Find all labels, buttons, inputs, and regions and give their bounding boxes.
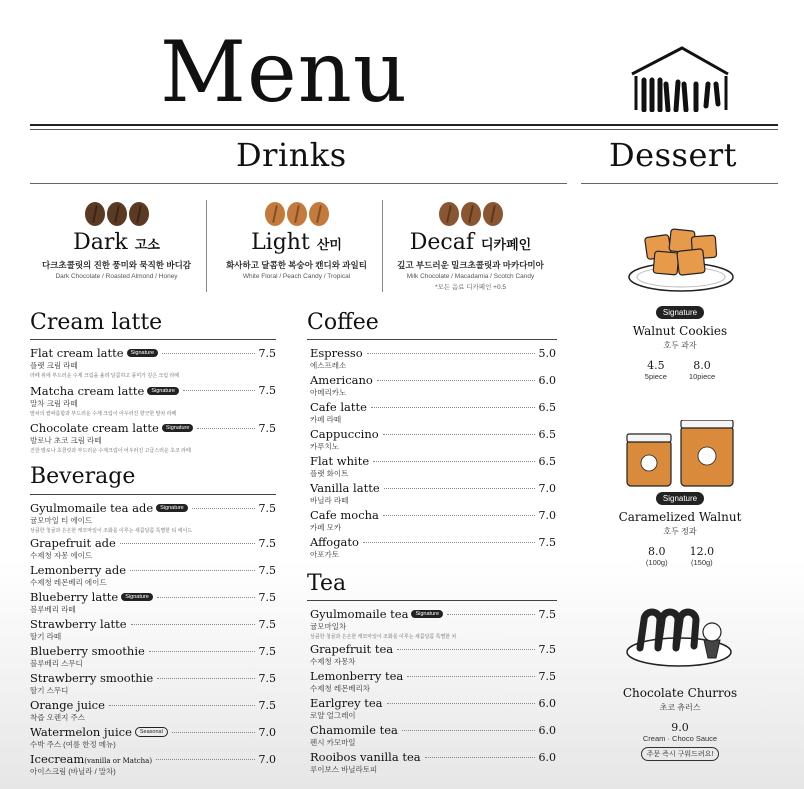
item-korean-name: 카페 라떼 — [310, 415, 342, 424]
signature-badge: Signature — [656, 492, 704, 505]
menu-item — [310, 696, 556, 721]
dessert-option: 8.0 (100g) — [645, 545, 668, 567]
menu-item — [310, 508, 556, 533]
bean-icon — [265, 202, 285, 226]
item-price: 7.0 — [538, 508, 556, 522]
menu-item — [310, 481, 556, 506]
roast-description: 화사하고 달콤한 복숭아 캔디와 과일티 — [226, 260, 367, 270]
header-rule — [30, 124, 778, 126]
leader-dots — [183, 390, 255, 391]
menu-item — [310, 454, 556, 479]
dessert-card — [600, 682, 760, 761]
leader-dots — [402, 730, 535, 731]
item-name: Rooibos vanilla tea — [310, 750, 421, 764]
dessert-options — [600, 545, 760, 567]
badge: Signature — [127, 349, 159, 357]
leader-dots — [383, 515, 535, 516]
leader-dots — [387, 703, 535, 704]
leader-dots — [172, 732, 255, 733]
menu-title: Menu — [160, 23, 408, 121]
item-price: 7.5 — [258, 698, 276, 712]
item-price: 7.5 — [258, 644, 276, 658]
item-name: Flat cream latte — [30, 346, 124, 360]
cream-latte-heading: Cream latte — [30, 310, 163, 335]
item-note: 라떼 위에 부드러운 수제 크림을 올려 달콤하고 풍미가 깊은 크림 라떼 — [30, 373, 180, 379]
item-name: Chocolate cream latte — [30, 421, 159, 435]
leader-dots — [373, 461, 534, 462]
menu-item — [30, 617, 276, 642]
menu-item — [310, 669, 556, 694]
leader-dots — [377, 380, 535, 381]
bean-icon — [129, 202, 149, 226]
bean-icon — [85, 202, 105, 226]
leader-dots — [367, 353, 535, 354]
bean-icon — [107, 202, 127, 226]
leader-dots — [157, 597, 255, 598]
item-price: 6.5 — [538, 400, 556, 414]
item-name: Orange juice — [30, 698, 105, 712]
category-rule — [307, 339, 557, 340]
bean-icon — [461, 202, 481, 226]
item-name: Strawberry latte — [30, 617, 127, 631]
item-price: 6.0 — [538, 373, 556, 387]
menu-item — [30, 501, 276, 534]
item-price: 7.0 — [538, 481, 556, 495]
item-price: 7.5 — [258, 346, 276, 360]
leader-dots — [192, 508, 255, 509]
item-price: 7.5 — [258, 590, 276, 604]
dessert-options — [600, 359, 760, 381]
bean-icon — [439, 202, 459, 226]
item-name: Cafe mocha — [310, 508, 379, 522]
item-name: Grapefruit tea — [310, 642, 394, 656]
leader-dots — [156, 759, 254, 760]
category-rule — [30, 339, 276, 340]
menu-item — [30, 536, 276, 561]
menu-item — [310, 642, 556, 667]
category-rule — [307, 600, 557, 601]
leader-dots — [384, 488, 535, 489]
menu-item — [30, 590, 276, 615]
item-price: 6.5 — [538, 427, 556, 441]
item-price: 7.5 — [258, 563, 276, 577]
item-name: Blueberry latte — [30, 590, 119, 604]
walnut-cookies-illustration — [626, 222, 736, 294]
item-name: Chamomile tea — [310, 723, 398, 737]
item-korean-name: 딸기 스무디 — [30, 686, 69, 695]
item-price: 7.0 — [258, 725, 276, 739]
item-name: Blueberry smoothie — [30, 644, 145, 658]
menu-item — [310, 427, 556, 452]
item-korean-name: 루이보스 바닐라토피 — [310, 765, 378, 774]
item-name: Strawberry smoothie — [30, 671, 154, 685]
dessert-option: 9.0 Cream · Choco Sauce — [642, 721, 718, 743]
leader-dots — [130, 570, 254, 571]
leader-dots — [425, 757, 535, 758]
item-price: 6.0 — [538, 723, 556, 737]
menu-item — [30, 563, 276, 588]
item-korean-name: 카푸치노 — [310, 442, 339, 451]
drinks-rule — [30, 183, 567, 184]
item-name: Icecream(vanilla or Matcha) — [30, 752, 153, 766]
dessert-korean-name: 호두 과자 — [663, 341, 697, 350]
leader-dots — [383, 434, 535, 435]
item-name: Watermelon juice — [30, 725, 132, 739]
roast-notes: White Floral / Peach Candy / Tropical — [242, 273, 351, 280]
roast-notes: Dark Chocolate / Roasted Almond / Honey — [55, 273, 178, 280]
leader-dots — [157, 678, 254, 679]
item-korean-name: 플랫 화이트 — [310, 469, 349, 478]
dessert-card — [600, 488, 760, 567]
coffee-beans-icon — [214, 202, 379, 226]
item-korean-name: 아포가토 — [310, 550, 339, 559]
leader-dots — [397, 649, 534, 650]
item-name: Matcha cream latte — [30, 383, 145, 398]
tea-heading: Tea — [307, 571, 347, 596]
item-price: 6.0 — [538, 696, 556, 710]
leader-dots — [407, 676, 534, 677]
item-note: 상큼한 청귤과 은은한 캐모마일이 조화를 이루는 새콤달콤 특별한 차 — [310, 634, 457, 640]
roast-description: 깊고 부드러운 밀크초콜릿과 마카다미아 — [397, 260, 544, 270]
badge: Signature — [162, 424, 194, 432]
item-note: 상큼한 청귤과 은은한 캐모마일이 조화를 이루는 새콤달콤 특별한 티 에이드 — [30, 528, 193, 534]
header-rule-thin — [30, 129, 778, 130]
item-name: Affogato — [310, 535, 359, 549]
roast-name: Dark 고소 — [73, 230, 160, 255]
menu-item — [30, 698, 276, 723]
bean-icon — [287, 202, 307, 226]
item-korean-name: 아이스크림 (바닐라 / 말차) — [30, 767, 116, 776]
signature-badge: Signature — [656, 306, 704, 319]
churros-illustration — [624, 600, 738, 668]
menu-item — [310, 535, 556, 560]
item-price: 7.0 — [258, 752, 276, 766]
leader-dots — [363, 542, 535, 543]
menu-item — [310, 607, 556, 640]
badge: Signature — [121, 593, 153, 601]
item-korean-name: 발로나 초코 크림 라떼 — [30, 436, 102, 445]
roast-notes: Milk Chocolate / Macadamia / Scotch Candy — [406, 273, 535, 280]
item-korean-name: 딸기 라떼 — [30, 632, 62, 641]
item-name: Lemonberry tea — [310, 669, 404, 683]
roast-decaf — [388, 202, 553, 291]
item-price: 7.5 — [258, 421, 276, 435]
item-korean-name: 수제청 자몽차 — [310, 657, 356, 666]
dessert-options — [600, 721, 760, 743]
item-name: Espresso — [310, 346, 363, 360]
leader-dots — [162, 353, 254, 354]
dessert-note: 주문 즉시 구워드려요! — [641, 747, 720, 761]
badge: Signature — [147, 387, 179, 395]
category-rule — [30, 494, 276, 495]
badge: Signature — [156, 504, 188, 512]
dessert-heading: Dessert — [609, 136, 738, 174]
item-name: Lemonberry ade — [30, 563, 127, 577]
menu-item — [310, 400, 556, 425]
item-suffix: (vanilla or Matcha) — [84, 757, 153, 765]
item-korean-name: 로얄 얼그레이 — [310, 711, 356, 720]
item-price: 7.5 — [258, 617, 276, 631]
roast-name: Decaf 디카페인 — [409, 230, 532, 255]
roast-name: Light 산미 — [251, 230, 342, 255]
item-price: 6.0 — [538, 750, 556, 764]
house-logo-icon — [630, 44, 730, 112]
item-name: Gyulmomaile tea ade — [30, 501, 154, 515]
item-korean-name: 귤모마일차 — [310, 622, 347, 631]
item-korean-name: 블루베리 스무디 — [30, 659, 83, 668]
item-name: Gyulmomaile tea — [310, 607, 409, 621]
item-name: Vanilla latte — [310, 481, 380, 495]
item-price: 7.5 — [538, 669, 556, 683]
roast-description: 다크초콜릿의 진한 풍미와 묵직한 바디감 — [41, 260, 192, 270]
divider — [206, 200, 207, 292]
menu-item — [310, 750, 556, 775]
item-price: 7.5 — [538, 642, 556, 656]
menu-item — [310, 346, 556, 371]
item-name: Cappuccino — [310, 427, 379, 441]
leader-dots — [120, 543, 255, 544]
item-note: 말차의 쌉싸름함과 부드러운 수제 크림이 어우러진 향긋한 말차 라떼 — [30, 410, 177, 417]
item-korean-name: 바닐라 라떼 — [310, 496, 349, 505]
item-name: Grapefruit ade — [30, 536, 116, 550]
item-korean-name: 아메리카노 — [310, 388, 347, 397]
dessert-korean-name: 호두 정과 — [663, 527, 697, 536]
item-price: 7.5 — [258, 501, 276, 515]
walnut-jars-illustration — [624, 420, 740, 488]
dessert-option: 4.5 5piece — [644, 359, 667, 381]
menu-item — [30, 752, 276, 777]
leader-dots — [131, 624, 255, 625]
dessert-option: 8.0 10piece — [688, 359, 716, 381]
item-name: Earlgrey tea — [310, 696, 383, 710]
item-price: 6.5 — [538, 454, 556, 468]
item-korean-name: 수제청 레몬베리 에이드 — [30, 578, 107, 587]
item-korean-name: 에스프레소 — [310, 361, 347, 370]
leader-dots — [109, 705, 255, 706]
item-name: Flat white — [310, 454, 370, 468]
item-price: 7.5 — [258, 536, 276, 550]
item-korean-name: 수제청 레몬베리차 — [310, 684, 371, 693]
item-note: 진한 발로나 초콜릿과 부드러운 수제크림이 어우러진 고급스러운 초코 라떼 — [30, 448, 191, 454]
menu-item — [30, 421, 276, 454]
item-korean-name: 블루베리 라떼 — [30, 605, 76, 614]
coffee-beans-icon — [34, 202, 199, 226]
coffee-heading: Coffee — [307, 310, 379, 335]
item-korean-name: 수박 주스 (여름 한정 메뉴) — [30, 740, 116, 749]
item-korean-name: 수제청 자몽 에이드 — [30, 551, 93, 560]
beverage-heading: Beverage — [30, 464, 136, 489]
badge: Signature — [411, 610, 443, 618]
menu-item — [30, 346, 276, 379]
item-korean-name: 착즙 오렌지 주스 — [30, 713, 85, 722]
leader-dots — [197, 428, 254, 429]
item-korean-name: 카페 모카 — [310, 523, 342, 532]
dessert-rule — [581, 183, 778, 184]
item-price: 7.5 — [538, 535, 556, 549]
dessert-name: Chocolate Churros — [622, 686, 738, 700]
dessert-name: Walnut Cookies — [632, 324, 728, 338]
badge: Seasonal — [135, 727, 168, 737]
bean-icon — [483, 202, 503, 226]
item-price: 7.5 — [538, 607, 556, 621]
dessert-option: 12.0 (150g) — [689, 545, 715, 567]
menu-item — [30, 725, 276, 750]
menu-item — [30, 671, 276, 696]
decaf-extra-note: *모든 음료 디카페인 +0.5 — [434, 284, 506, 291]
menu-item — [310, 373, 556, 398]
item-korean-name: 펜시 카모마일 — [310, 738, 356, 747]
item-name: Cafe latte — [310, 400, 367, 414]
leader-dots — [371, 407, 535, 408]
item-korean-name: 플랫 크림 라떼 — [30, 361, 78, 370]
divider — [382, 200, 383, 292]
leader-dots — [149, 651, 255, 652]
item-price: 7.5 — [258, 384, 276, 397]
roast-dark — [34, 202, 199, 280]
coffee-beans-icon — [388, 202, 553, 226]
item-price: 7.5 — [258, 671, 276, 685]
roast-light — [214, 202, 379, 280]
dessert-korean-name: 초코 츄러스 — [659, 703, 701, 712]
item-korean-name: 귤모마일 티 에이드 — [30, 516, 93, 525]
menu-item — [30, 644, 276, 669]
dessert-name: Caramelized Walnut — [618, 510, 742, 524]
drinks-heading: Drinks — [236, 136, 347, 174]
item-korean-name: 말차 크림 라떼 — [30, 398, 78, 408]
menu-item — [30, 384, 276, 417]
leader-dots — [447, 614, 534, 615]
dessert-card — [600, 302, 760, 381]
bean-icon — [309, 202, 329, 226]
item-price: 5.0 — [538, 346, 556, 360]
menu-item — [310, 723, 556, 748]
item-name: Americano — [310, 373, 373, 387]
